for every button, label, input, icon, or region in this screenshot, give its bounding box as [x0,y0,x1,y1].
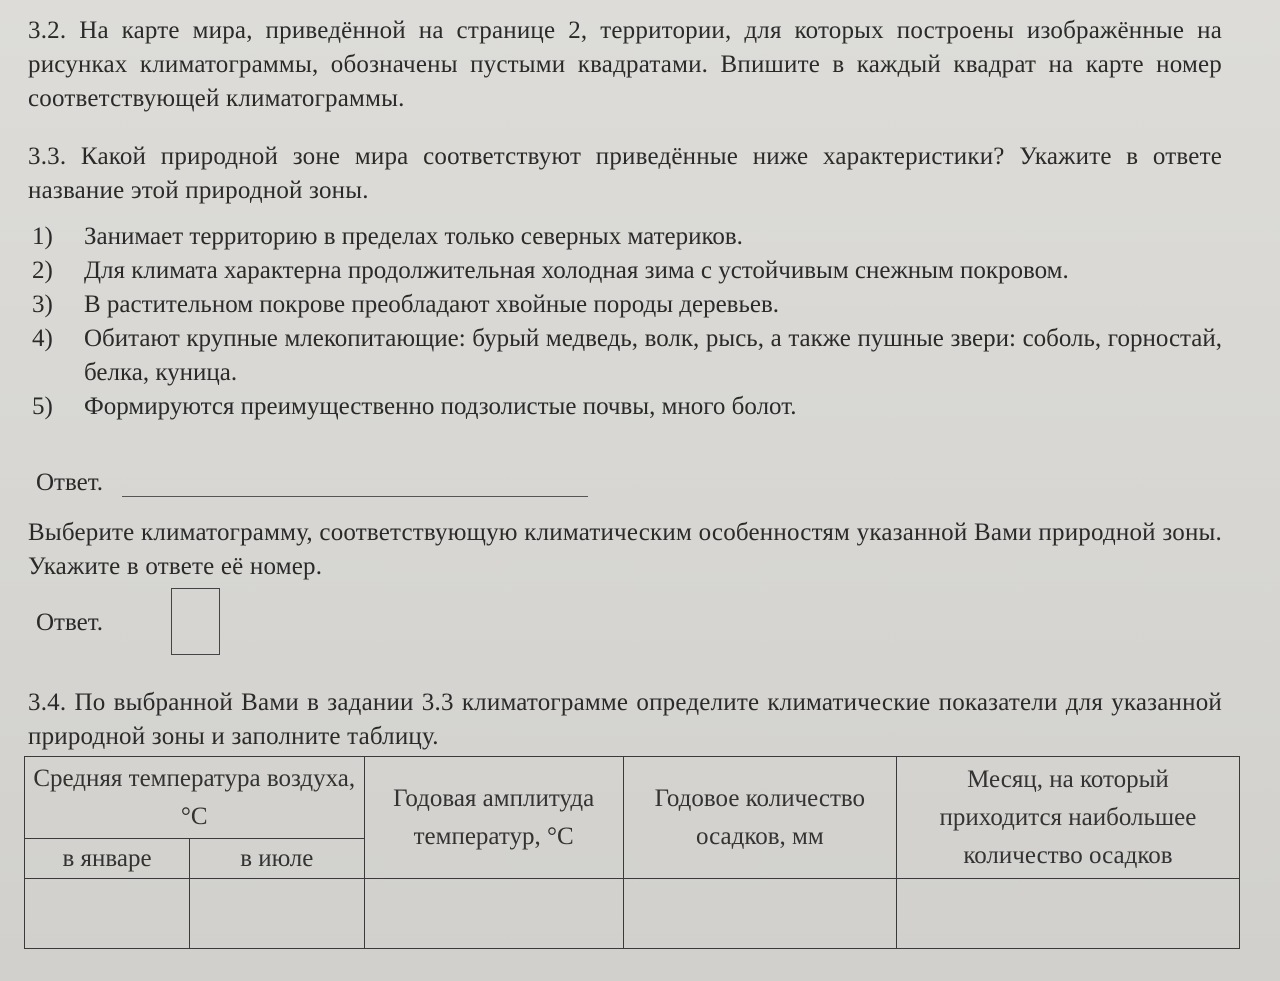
answer-cell-month[interactable] [896,879,1239,949]
list-item [28,288,1222,322]
task-3-3-instruction: Выберите климатограмму, соответствующую климатическим особенностям указанной Вами природной зоны. Укажите в ответе её номер. [28,519,1222,580]
answer-cell-amplitude[interactable] [364,879,623,949]
answer-box-label: Ответ. [36,609,104,636]
list-item-number: 3) [32,291,53,318]
list-item-text: В растительном покрове преобладают хвойные породы деревьев. [84,291,780,318]
answer-label: Ответ. [36,469,104,496]
list-item [28,322,1222,390]
list-item-text: Для климата характерна продолжительная холодная зима с устойчивым снежным покровом. [84,257,1069,284]
list-item-text: Занимает территорию в пределах только северных материков. [84,223,743,250]
list-item-number: 2) [32,257,53,284]
task-3-4-text: 3.4. По выбранной Вами в задании 3.3 климатограмме определите климатические показатели для указанной природной зоны и заполните таблицу. [28,689,1222,750]
task-3-2-text: 3.2. На карте мира, приведённой на странице 2, территории, для которых построены изображённые на рисунках климатограммы, обозначены пустыми квадратами. Впишите в каждый квадрат на карте номер соответствующей климатограммы. [28,17,1222,112]
answer-cell-january[interactable] [25,879,190,949]
list-item [28,220,1222,254]
answer-cell-precipitation[interactable] [623,879,896,949]
header-january: в январе [25,839,190,879]
header-annual-amplitude: Годовая амплитуда температур, °С [364,757,623,879]
header-max-precipitation-month: Месяц, на который приходится наибольшее количество осадков [896,757,1239,879]
answer-input-line[interactable] [122,496,588,497]
header-annual-precipitation: Годовое количество осадков, мм [623,757,896,879]
task-3-3-question: 3.3. Какой природной зоне мира соответствуют приведённые ниже характеристики? Укажите в ответе название этой природной зоны. [28,143,1222,204]
climate-indicators-table [24,756,1240,949]
answer-number-box[interactable] [171,588,220,655]
list-item-text: Формируются преимущественно подзолистые почвы, много болот. [84,393,797,420]
header-july: в июле [190,839,365,879]
list-item-number: 5) [32,393,53,420]
list-item [28,254,1222,288]
list-item-number: 1) [32,223,53,250]
list-item [28,390,1222,424]
header-avg-temperature: Средняя температура воздуха, °С [25,757,365,839]
list-item-text: Обитают крупные млекопитающие: бурый медведь, волк, рысь, а также пушные звери: соболь, горностай, белка, куница. [84,325,1222,386]
list-item-number: 4) [32,325,53,352]
answer-cell-july[interactable] [190,879,365,949]
characteristics-list [28,220,1222,424]
